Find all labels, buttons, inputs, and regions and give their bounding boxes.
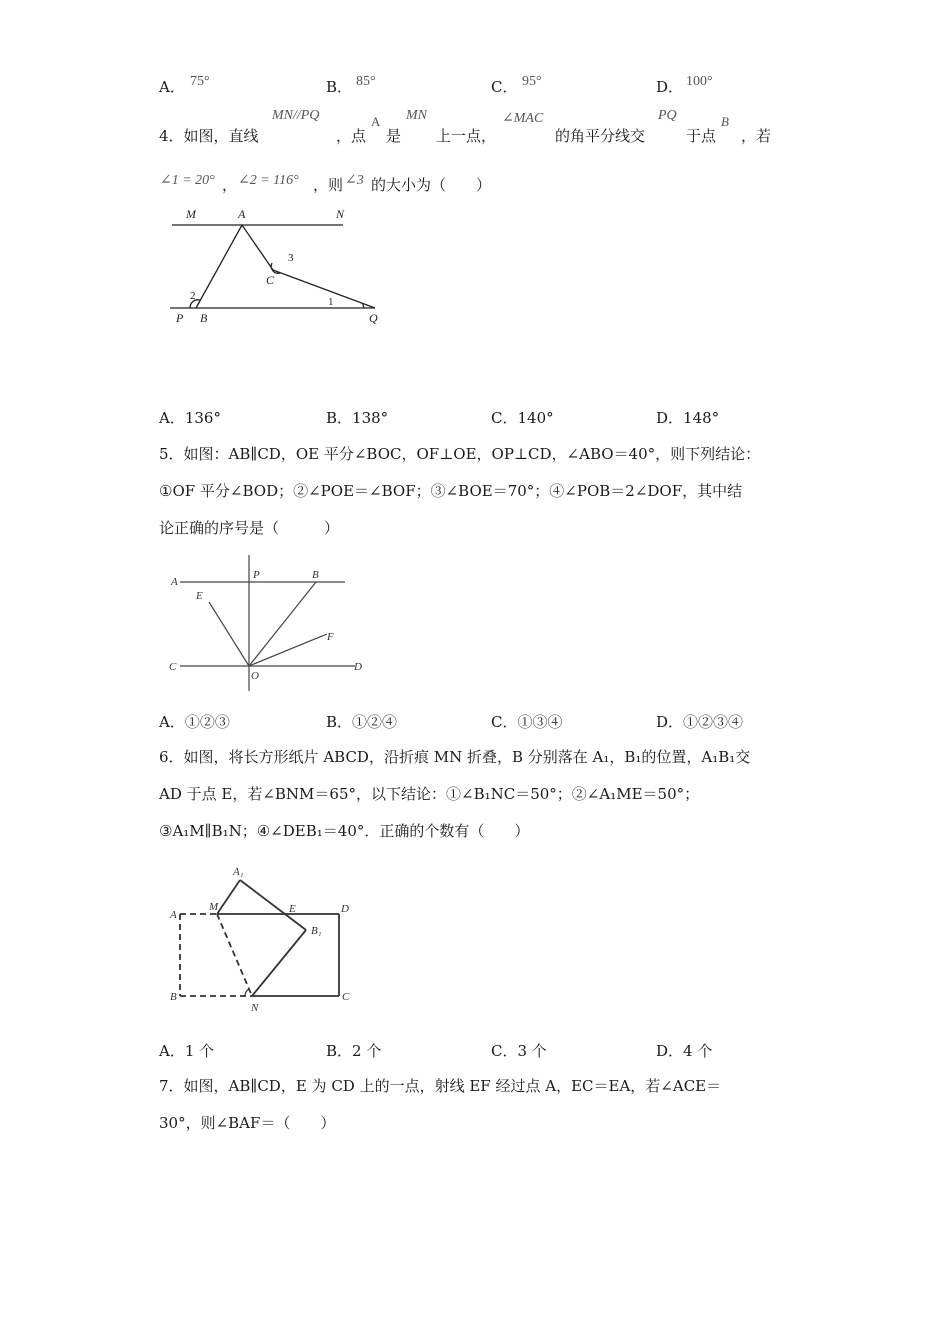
q6-line-1: 6．如图，将长方形纸片 ABCD，沿折痕 MN 折叠，B 分别落在 A₁，B₁的位置，A₁B₁交 — [159, 748, 751, 766]
label-c: C — [342, 991, 350, 1003]
q3-option-c-value: 95° — [522, 74, 542, 89]
q4-text: 的大小为（ ） — [371, 176, 492, 194]
label-a1: A₁ — [233, 866, 244, 878]
q4-option-b: B．138° — [326, 409, 389, 427]
q3-option-a-value: 75° — [190, 74, 210, 89]
q6-option-b: B．2 个 — [326, 1042, 382, 1060]
q4-math-angle3: ∠3 — [345, 173, 364, 188]
label-f: F — [327, 631, 334, 643]
label-c: C — [266, 273, 275, 287]
q4-figure — [160, 200, 400, 335]
label-d: D — [354, 661, 362, 673]
q6-line-3: ③A₁M∥B₁N；④∠DEB₁＝40°．正确的个数有（ ） — [159, 822, 530, 840]
q4-text: ，则 — [313, 176, 344, 194]
q5-line-1: 5．如图：AB∥CD，OE 平分∠BOC，OF⊥OE，OP⊥CD，∠ABO＝40°，则下列结论： — [159, 445, 761, 463]
q5-line-3: 论正确的序号是（ ） — [159, 519, 340, 537]
q3-option-d-value: 100° — [686, 74, 713, 89]
label-m: M — [186, 207, 196, 221]
angle-bnm-arc — [245, 989, 249, 996]
label-n: N — [336, 207, 345, 221]
label-c: C — [169, 661, 177, 673]
q4-text: ，点 — [336, 127, 367, 145]
q5-line-2: ①OF 平分∠BOD；②∠POE＝∠BOF；③∠BOE＝70°；④∠POB＝2∠DOF，其中结 — [159, 482, 743, 500]
q5-option-c: C．①③④ — [491, 713, 563, 731]
q4-text: 4．如图，直线 — [159, 127, 259, 145]
dashed-crease-mn — [217, 914, 252, 996]
label-a: A — [170, 909, 177, 921]
label-o: O — [251, 670, 259, 682]
q4-math-b: B — [721, 114, 729, 129]
ray-ob — [249, 582, 316, 666]
segment-m-a1 — [217, 880, 240, 914]
q5-option-a: A．①②③ — [159, 713, 230, 731]
q4-math-angle2: ∠2 = 116° — [238, 173, 299, 188]
label-angle-3: 3 — [288, 252, 294, 264]
q4-text: ， — [222, 176, 238, 194]
label-b: B — [170, 991, 177, 1003]
label-angle-2: 2 — [190, 290, 196, 302]
q3-option-c-letter: C． — [491, 78, 518, 96]
q5-figure — [165, 555, 370, 695]
q4-text: 于点 — [686, 127, 717, 145]
q7-line-2: 30°，则∠BAF＝（ ） — [159, 1114, 336, 1132]
label-b1: B₁ — [311, 925, 322, 937]
q4-math-angle1: ∠1 = 20° — [160, 173, 215, 188]
label-angle-1: 1 — [328, 296, 334, 308]
q6-line-2: AD 于点 E，若∠BNM＝65°，以下结论：①∠B₁NC＝50°；②∠A₁ME＝50°； — [159, 785, 700, 803]
label-n: N — [251, 1002, 259, 1014]
q4-math-mn-pq: MN//PQ — [272, 108, 320, 123]
angle-1-arc — [363, 304, 364, 308]
q7-line-1: 7．如图，AB∥CD，E 为 CD 上的一点，射线 EF 经过点 A，EC＝EA，若∠ACE＝ — [159, 1077, 722, 1095]
ray-of — [249, 634, 327, 666]
q4-option-d: D．148° — [656, 409, 720, 427]
segment-cq — [273, 270, 375, 308]
segment-ab — [196, 225, 242, 308]
q4-text: 上一点， — [436, 127, 497, 145]
q4-text: ，若 — [741, 127, 772, 145]
label-a: A — [171, 576, 178, 588]
label-e: E — [196, 590, 203, 602]
segment-a1-b1 — [240, 880, 306, 930]
q4-math-pq: PQ — [658, 108, 677, 123]
q3-option-b-letter: B． — [326, 78, 353, 96]
q4-text: 的角平分线交 — [555, 127, 646, 145]
label-p: P — [253, 569, 260, 581]
q4-option-c: C．140° — [491, 409, 554, 427]
label-e: E — [289, 903, 296, 915]
segment-ac — [242, 225, 273, 270]
q5-option-b: B．①②④ — [326, 713, 398, 731]
q4-math-a: A — [371, 114, 381, 129]
q3-option-a-letter: A． — [159, 78, 185, 96]
q5-option-d: D．①②③④ — [656, 713, 744, 731]
label-a: A — [238, 207, 246, 221]
q4-math-angle-mac: ∠MAC — [502, 111, 544, 126]
q4-text: 是 — [386, 127, 402, 145]
segment-b1-n — [252, 930, 306, 996]
label-p: P — [176, 311, 184, 325]
q4-option-a: A．136° — [159, 409, 221, 427]
label-b: B — [200, 311, 208, 325]
label-d: D — [341, 903, 349, 915]
q3-option-b-value: 85° — [356, 74, 376, 89]
label-b: B — [312, 569, 319, 581]
ray-oe — [209, 602, 249, 666]
q4-math-mn: MN — [406, 108, 427, 123]
q6-figure — [165, 862, 365, 1017]
q6-option-a: A．1 个 — [159, 1042, 215, 1060]
label-q: Q — [369, 311, 378, 325]
q6-option-c: C．3 个 — [491, 1042, 547, 1060]
q3-option-d-letter: D． — [656, 78, 684, 96]
label-m: M — [209, 901, 219, 913]
q6-option-d: D．4 个 — [656, 1042, 713, 1060]
